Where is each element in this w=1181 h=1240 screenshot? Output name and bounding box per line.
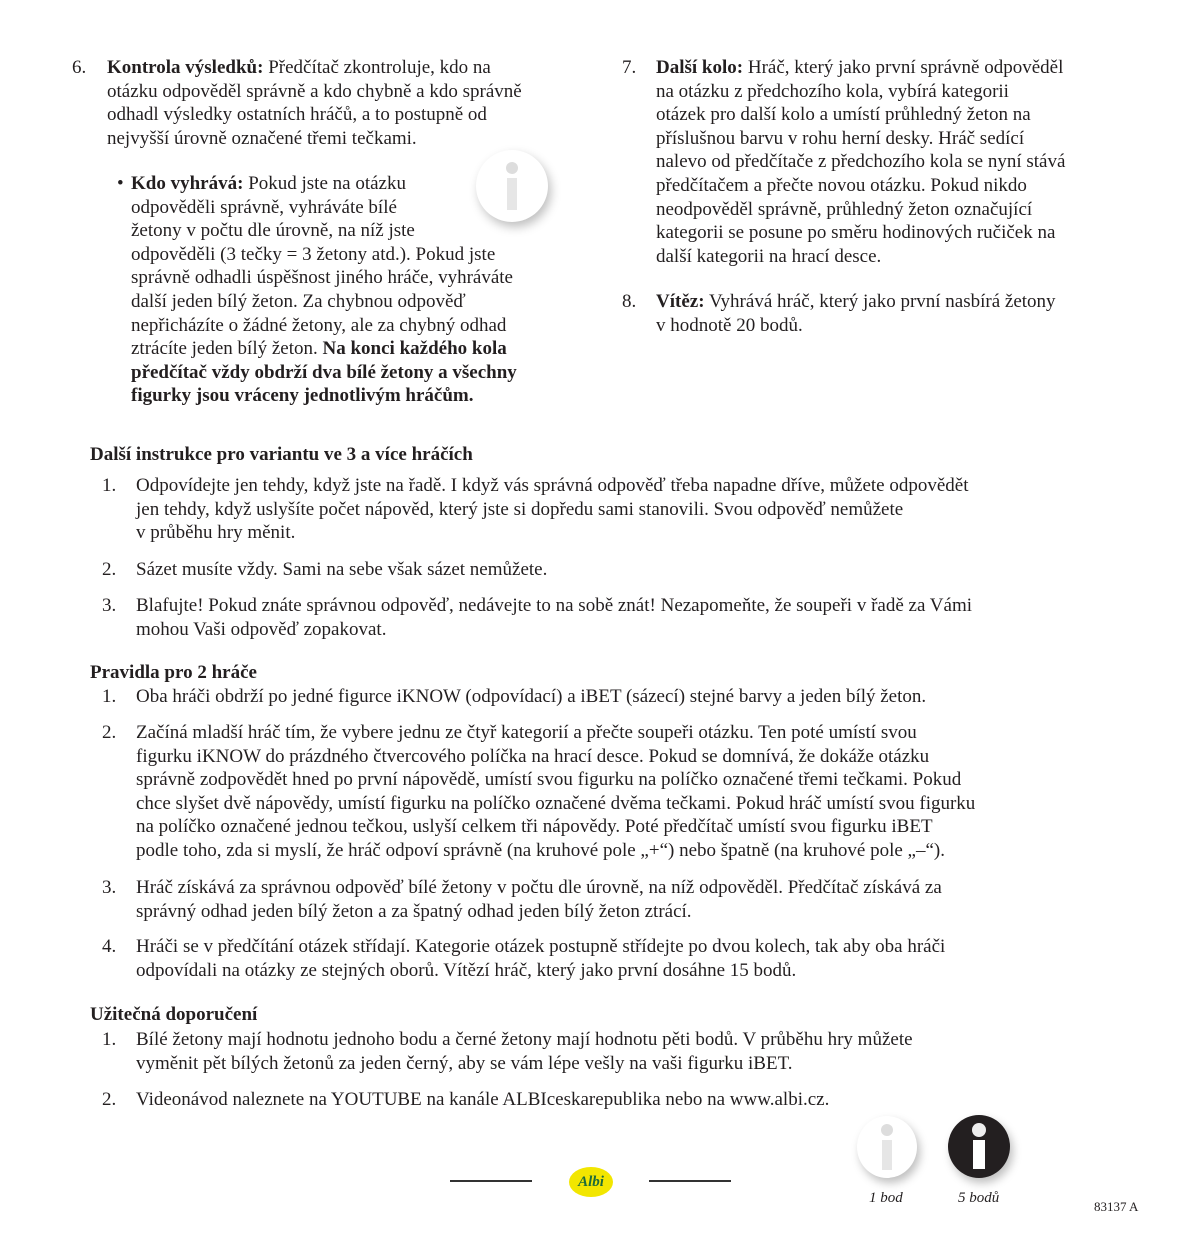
- text-line: [656, 103, 1065, 127]
- text-line: [136, 1052, 913, 1076]
- text-line: [131, 172, 517, 196]
- section1-heading: Další instrukce pro variantu ve 3 a více hráčích: [90, 444, 473, 465]
- text-line: [136, 1088, 829, 1112]
- section3-item: [102, 1028, 913, 1075]
- list-number: 2.: [102, 559, 117, 580]
- text: jen tehdy, když uslyšíte počet nápověd, který jste si dopředu sami stanovili. Svou odpověď nemůžete: [136, 498, 904, 520]
- section2-item: [102, 721, 976, 863]
- text: Hráč získává za správnou odpověď bílé žetony v počtu dle úrovně, na níž odpověděl. Předčítač získává za: [136, 877, 942, 898]
- text: Pokud jste na otázku: [243, 173, 406, 194]
- text-line: [136, 521, 969, 545]
- text-line: [107, 80, 522, 104]
- text: odpověděli (3 tečky = 3 žetony atd.). Pokud jste: [131, 243, 496, 265]
- section2-heading: Pravidla pro 2 hráče: [90, 662, 257, 683]
- text: mohou Vaši odpověď zopakovat.: [136, 618, 387, 640]
- text-line: [656, 198, 1065, 222]
- text: správně odhadli úspěšnost jiného hráče, vyhráváte: [131, 267, 513, 289]
- section2-item: [102, 876, 942, 923]
- text: příslušnou barvu v rohu herní desky. Hráč sedící: [656, 127, 1025, 149]
- list-number: 2.: [102, 722, 117, 743]
- text: předčítačem a přečte novou otázku. Pokud nikdo: [656, 174, 1027, 196]
- text-line: [136, 792, 975, 816]
- list-number: 1.: [102, 686, 117, 707]
- text: v hodnotě 20 bodů.: [656, 314, 803, 336]
- text: Začíná mladší hráč tím, že vybere jednu ze čtyř kategorií a přečte soupeři otázku. Ten poté umístí svou: [136, 722, 917, 743]
- text-line: [136, 618, 972, 642]
- text: Vyhrává hráč, který jako první nasbírá žetony: [704, 291, 1056, 312]
- list-number: 1.: [102, 1029, 117, 1050]
- list-number: 1.: [102, 475, 117, 496]
- text-line: [136, 815, 975, 839]
- bold-text: Kontrola výsledků:: [107, 57, 264, 78]
- footer-rule-right: [649, 1180, 731, 1182]
- text: otázku odpověděl správně a kdo chybně a kdo správně: [107, 80, 522, 102]
- text-line: [136, 685, 926, 709]
- text-line: [131, 290, 517, 314]
- text: Hráči se v předčítání otázek střídají. Kategorie otázek postupně střídejte po dvou kolech, tak aby oba hráči: [136, 936, 946, 957]
- text: Sázet musíte vždy. Sami na sebe však sázet nemůžete.: [136, 559, 548, 580]
- text-line: [131, 314, 517, 338]
- text: odpovídali na otázky ze stejných oborů. Vítězí hráč, který jako první dosáhne 15 bodů.: [136, 959, 797, 981]
- text: Blafujte! Pokud znáte správnou odpověď, nedávejte to na sobě znát! Nezapomeňte, že soupeři v řadě za Vámi: [136, 595, 973, 616]
- bold-text: Na konci každého kola: [322, 338, 507, 360]
- text: odpověděli správně, vyhráváte bílé: [131, 196, 397, 218]
- section1-item: [102, 558, 548, 582]
- text: další kategorii na hrací desce.: [656, 245, 882, 267]
- albi-logo: Albi: [569, 1167, 613, 1197]
- section3-item: [102, 1088, 830, 1112]
- section2-item: [102, 935, 946, 982]
- white-token-icon: [476, 150, 548, 222]
- bold-text: Kdo vyhrává:: [131, 173, 244, 194]
- text: neodpověděl správně, průhledný žeton označující: [656, 198, 1033, 220]
- text: Odpovídejte jen tehdy, když jste na řadě. I když vás správná odpověď třeba napadne dříve, můžete odpovědět: [136, 475, 969, 496]
- text-line: [136, 594, 972, 618]
- text: chce slyšet dvě nápovědy, umístí figurku na políčko označené dvěma tečkami. Pokud hráč umístí svou figurku: [136, 792, 976, 814]
- text: Oba hráči obdrží po jedné figurce iKNOW (odpovídací) a iBET (sázecí) stejné barvy a jeden bílý žeton.: [136, 686, 927, 707]
- text-line: [656, 56, 1065, 80]
- list-number: 2.: [102, 1089, 117, 1110]
- text-line: [656, 80, 1065, 104]
- text-line: [136, 558, 547, 582]
- text-line: [656, 290, 1056, 314]
- section1-item: [102, 594, 973, 641]
- text-line: [136, 1028, 913, 1052]
- text: podle toho, zda si myslí, že hráč odpoví správně (na kruhové pole „+“) nebo špatně (na kruhové pole „–“).: [136, 839, 945, 861]
- text-line: [107, 127, 522, 151]
- bullet-icon: •: [117, 173, 124, 194]
- bold-text: figurky jsou vráceny jednotlivým hráčům.: [131, 385, 474, 407]
- text-line: [131, 243, 517, 267]
- text-line: [131, 219, 517, 243]
- text: Předčítač zkontroluje, kdo na: [263, 57, 491, 78]
- text-line: [131, 337, 517, 361]
- text: žetony v počtu dle úrovně, na níž jste: [131, 220, 415, 242]
- list-item-8: [622, 290, 1056, 337]
- text-line: [136, 474, 969, 498]
- text-line: [136, 935, 945, 959]
- text: Videonávod naleznete na YOUTUBE na kanále ALBIceskarepublika nebo na www.albi.cz.: [136, 1089, 830, 1110]
- bold-text: Vítěz:: [656, 291, 705, 312]
- text-line: [656, 127, 1065, 151]
- text-line: [131, 266, 517, 290]
- text: správně zodpovědět hned po první nápovědě, umístí svou figurku na políčko označené třemi tečkami. Pokud: [136, 769, 962, 791]
- black-token-5-points-icon: [948, 1115, 1010, 1178]
- text-line: [136, 768, 975, 792]
- text: nepřicházíte o žádné žetony, ale za chybný odhad: [131, 314, 507, 336]
- list-number: 3.: [102, 595, 117, 616]
- text-line: [656, 245, 1065, 269]
- text: odhadl výsledky ostatních hráčů, a to postupně od: [107, 104, 487, 126]
- bullet-kdo-vyhrava: [117, 172, 517, 408]
- text: v průběhu hry měnit.: [136, 522, 296, 544]
- text-line: [656, 314, 1056, 338]
- text-line: [136, 876, 942, 900]
- list-item-7: [622, 56, 1066, 268]
- product-code: 83137 A: [1094, 1199, 1139, 1214]
- text-line: [656, 221, 1065, 245]
- list-number: 6.: [72, 57, 87, 78]
- text-line: [107, 103, 522, 127]
- text-line: [136, 745, 975, 769]
- text: ztrácíte jeden bílý žeton.: [131, 338, 323, 360]
- text: další jeden bílý žeton. Za chybnou odpověď: [131, 290, 466, 312]
- text: figurku iKNOW do prázdného čtvercového políčka na hrací desce. Pokud se domnívá, že dokáže otázku: [136, 745, 930, 767]
- list-number: 8.: [622, 291, 637, 312]
- text-line: [136, 721, 975, 745]
- text: otázek pro další kolo a umístí průhledný žeton na: [656, 104, 1031, 126]
- bold-text: předčítač vždy obdrží dva bílé žetony a všechny: [131, 361, 517, 383]
- text: správný odhad jeden bílý žeton a za špatný odhad jeden bílý žeton ztrácí.: [136, 900, 692, 922]
- text: kategorii se posune po směru hodinových ručiček na: [656, 222, 1056, 244]
- text-line: [131, 361, 517, 385]
- text: nalevo od předčítače z předchozího kola se nyní stává: [656, 151, 1066, 173]
- section3-heading: Užitečná doporučení: [90, 1004, 258, 1025]
- text-line: [136, 900, 942, 924]
- text-line: [656, 174, 1065, 198]
- list-item-6: [72, 56, 522, 150]
- text-line: [136, 959, 945, 983]
- footer-rule-left: [450, 1180, 532, 1182]
- white-token-label: 1 bod: [869, 1190, 903, 1206]
- text-line: [107, 56, 522, 80]
- text: na políčko označené jednou tečkou, uslyší celkem tři nápovědy. Poté předčítač umístí svou figurku iBET: [136, 816, 933, 838]
- text: na otázku z předchozího kola, vybírá kategorii: [656, 80, 1009, 102]
- white-token-1-point-icon: [857, 1116, 917, 1178]
- text: vyměnit pět bílých žetonů za jeden černý, aby se vám lépe vešly na vaši figurku iBET.: [136, 1052, 793, 1074]
- list-number: 7.: [622, 57, 637, 78]
- text-line: [136, 498, 969, 522]
- text: Bílé žetony mají hodnotu jednoho bodu a černé žetony mají hodnotu pěti bodů. V průběhu hry můžete: [136, 1029, 913, 1050]
- section1-item: [102, 474, 969, 545]
- section2-item: [102, 685, 927, 709]
- black-token-label: 5 bodů: [958, 1190, 1000, 1206]
- list-number: 3.: [102, 877, 117, 898]
- bold-text: Další kolo:: [656, 57, 744, 78]
- list-number: 4.: [102, 936, 117, 957]
- text-line: [136, 839, 975, 863]
- text-line: [131, 384, 517, 408]
- text: nejvyšší úrovně označené třemi tečkami.: [107, 127, 417, 149]
- text-line: [131, 196, 517, 220]
- text-line: [656, 150, 1065, 174]
- text: Hráč, který jako první správně odpověděl: [743, 57, 1064, 78]
